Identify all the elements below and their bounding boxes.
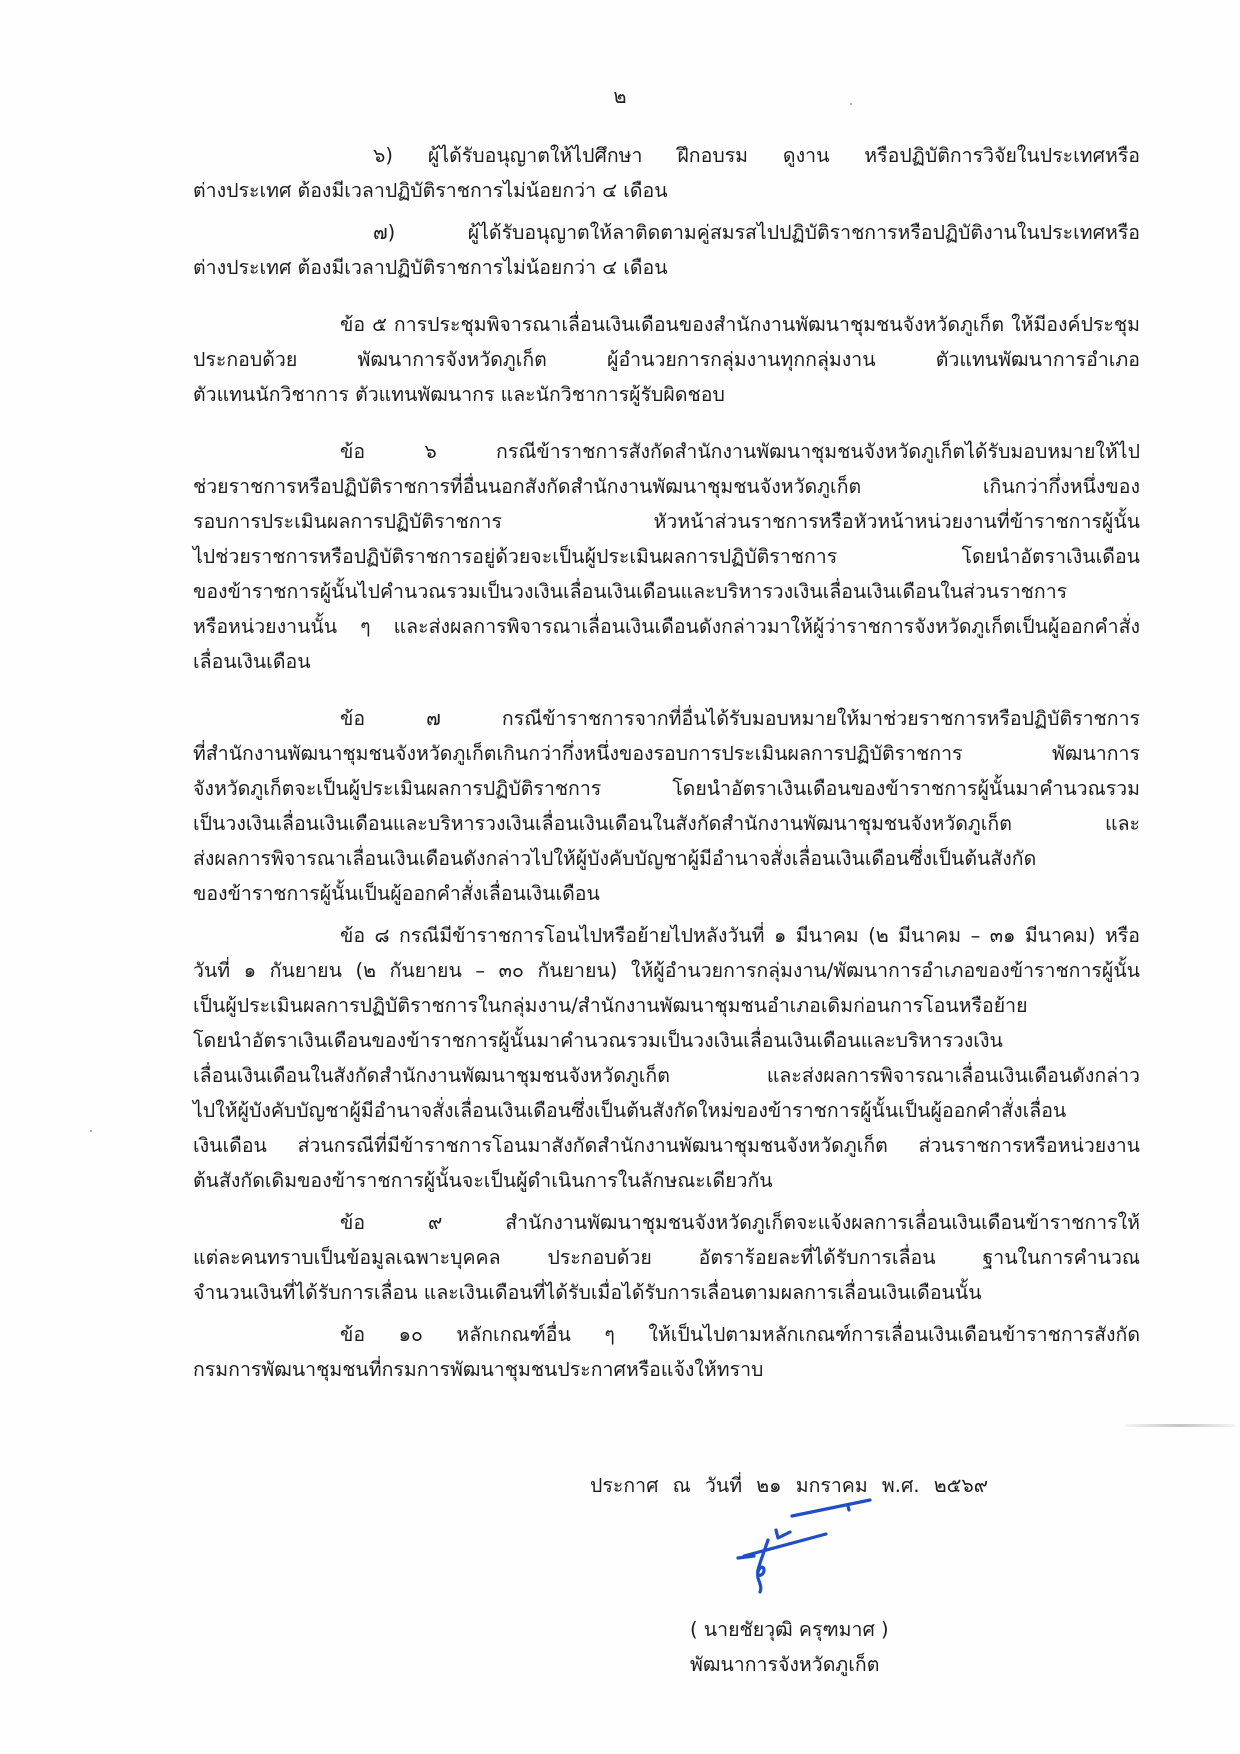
sub-item-7	[193, 215, 1140, 285]
text-line: ข้อ ๘ กรณีมีข้าราชการโอนไปหรือย้ายไปหลังวันที่ ๑ มีนาคม (๒ มีนาคม – ๓๑ มีนาคม) หรือ	[340, 924, 1140, 947]
text-line: ข้อ ๙ สำนักงานพัฒนาชุมชนจังหวัดภูเก็ตจะแจ้งผลการเลื่อนเงินเดือนข้าราชการให้	[340, 1211, 1140, 1234]
text-line: ไปช่วยราชการหรือปฏิบัติราชการอยู่ด้วยจะเป็นผู้ประเมินผลการปฏิบัติราชการ โดยนำอัตราเงินเดือน	[193, 545, 1140, 568]
scan-artifact	[1125, 1424, 1235, 1427]
clause-8	[193, 918, 1140, 1198]
text-line: ข้อ ๗ กรณีข้าราชการจากที่อื่นได้รับมอบหมายให้มาช่วยราชการหรือปฏิบัติราชการ	[340, 707, 1140, 730]
text-line: เป็นวงเงินเลื่อนเงินเดือนและบริหารวงเงินเลื่อนเงินเดือนในสังกัดสำนักงานพัฒนาชุมชนจังหวัดภูเก็ต และ	[193, 812, 1140, 835]
document-body	[193, 138, 1140, 1387]
clause-7	[193, 701, 1140, 911]
page-number: ๒	[613, 84, 627, 108]
signature-icon	[720, 1498, 880, 1598]
text-line: ต้นสังกัดเดิมของข้าราชการผู้นั้นจะเป็นผู้ดำเนินการในลักษณะเดียวกัน	[193, 1169, 773, 1192]
text-line: เลื่อนเงินเดือนในสังกัดสำนักงานพัฒนาชุมชนจังหวัดภูเก็ต และส่งผลการพิจารณาเลื่อนเงินเดือนดังกล่าว	[193, 1064, 1140, 1087]
scan-dot	[90, 1130, 92, 1132]
signer-name: ( นายชัยวุฒิ ครุฑมาศ )	[690, 1618, 889, 1641]
clause-9	[193, 1205, 1140, 1310]
text-line: รอบการประเมินผลการปฏิบัติราชการ หัวหน้าส่วนราชการหรือหัวหน้าหน่วยงานที่ข้าราชการผู้นั้น	[193, 510, 1140, 533]
text-line: กรมการพัฒนาชุมชนที่กรมการพัฒนาชุมชนประกาศหรือแจ้งให้ทราบ	[193, 1358, 764, 1381]
text-line: โดยนำอัตราเงินเดือนของข้าราชการผู้นั้นมาคำนวณรวมเป็นวงเงินเลื่อนเงินเดือนและบริหารวงเงิน	[193, 1029, 1003, 1052]
clause-6	[193, 434, 1140, 679]
text-line: หรือหน่วยงานนั้น ๆ และส่งผลการพิจารณาเลื่อนเงินเดือนดังกล่าวมาให้ผู้ว่าราชการจังหวัดภูเก็ตเป็นผู้ออกคำสั่ง	[193, 615, 1140, 638]
text-line: ๗) ผู้ได้รับอนุญาตให้ลาติดตามคู่สมรสไปปฏิบัติราชการหรือปฏิบัติงานในประเทศหรือ	[373, 221, 1140, 244]
text-line: ไปให้ผู้บังคับบัญชาผู้มีอำนาจสั่งเลื่อนเงินเดือนซึ่งเป็นต้นสังกัดใหม่ของข้าราชการผู้นั้นเป็นผู้ออกคำสั่งเลื่อน	[193, 1099, 1067, 1122]
text-line: ๖) ผู้ได้รับอนุญาตให้ไปศึกษา ฝึกอบรม ดูงาน หรือปฏิบัติการวิจัยในประเทศหรือ	[373, 144, 1140, 167]
text-line: ที่สำนักงานพัฒนาชุมชนจังหวัดภูเก็ตเกินกว่ากึ่งหนึ่งของรอบการประเมินผลการปฏิบัติราชการ พัฒนาการ	[193, 742, 1140, 765]
text-line: เลื่อนเงินเดือน	[193, 650, 311, 673]
text-line: ตัวแทนนักวิชาการ ตัวแทนพัฒนากร และนักวิชาการผู้รับผิดชอบ	[193, 383, 725, 406]
text-line: ข้อ ๑๐ หลักเกณฑ์อื่น ๆ ให้เป็นไปตามหลักเกณฑ์การเลื่อนเงินเดือนข้าราชการสังกัด	[340, 1323, 1140, 1346]
scan-dot	[850, 103, 852, 105]
clause-5	[193, 307, 1140, 412]
sub-item-6	[193, 138, 1140, 208]
text-line: ช่วยราชการหรือปฏิบัติราชการที่อื่นนอกสังกัดสำนักงานพัฒนาชุมชนจังหวัดภูเก็ต เกินกว่ากึ่งหนึ่งของ	[193, 475, 1140, 498]
signer-title: พัฒนาการจังหวัดภูเก็ต	[690, 1653, 880, 1676]
announcement-date: ประกาศ ณ วันที่ ๒๑ มกราคม พ.ศ. ๒๕๖๙	[590, 1474, 988, 1497]
text-line: เงินเดือน ส่วนกรณีที่มีข้าราชการโอนมาสังกัดสำนักงานพัฒนาชุมชนจังหวัดภูเก็ต ส่วนราชการหรือหน่วยงาน	[193, 1134, 1140, 1157]
text-line: ของข้าราชการผู้นั้นไปคำนวณรวมเป็นวงเงินเลื่อนเงินเดือนและบริหารวงเงินเลื่อนเงินเดือนในส่วนราชการ	[193, 580, 1068, 603]
text-line: ข้อ ๕ การประชุมพิจารณาเลื่อนเงินเดือนของสำนักงานพัฒนาชุมชนจังหวัดภูเก็ต ให้มีองค์ประชุม	[340, 313, 1140, 336]
text-line: วันที่ ๑ กันยายน (๒ กันยายน – ๓๐ กันยายน) ให้ผู้อำนวยการกลุ่มงาน/พัฒนาการอำเภอของข้าราชการผู้นั้น	[193, 959, 1140, 982]
text-line: ต่างประเทศ ต้องมีเวลาปฏิบัติราชการไม่น้อยกว่า ๔ เดือน	[193, 256, 668, 279]
text-line: ของข้าราชการผู้นั้นเป็นผู้ออกคำสั่งเลื่อนเงินเดือน	[193, 882, 600, 905]
text-line: จำนวนเงินที่ได้รับการเลื่อน และเงินเดือนที่ได้รับเมื่อได้รับการเลื่อนตามผลการเลื่อนเงินเดือนนั้น	[193, 1281, 982, 1304]
text-line: ส่งผลการพิจารณาเลื่อนเงินเดือนดังกล่าวไปให้ผู้บังคับบัญชาผู้มีอำนาจสั่งเลื่อนเงินเดือนซึ่งเป็นต้นสังกัด	[193, 847, 1037, 870]
text-line: เป็นผู้ประเมินผลการปฏิบัติราชการในกลุ่มงาน/สำนักงานพัฒนาชุมชนอำเภอเดิมก่อนการโอนหรือย้าย	[193, 994, 1028, 1017]
text-line: ข้อ ๖ กรณีข้าราชการสังกัดสำนักงานพัฒนาชุมชนจังหวัดภูเก็ตได้รับมอบหมายให้ไป	[340, 440, 1140, 463]
text-line: ประกอบด้วย พัฒนาการจังหวัดภูเก็ต ผู้อำนวยการกลุ่มงานทุกกลุ่มงาน ตัวแทนพัฒนาการอำเภอ	[193, 348, 1140, 371]
text-line: แต่ละคนทราบเป็นข้อมูลเฉพาะบุคคล ประกอบด้วย อัตราร้อยละที่ได้รับการเลื่อน ฐานในการคำนวณ	[193, 1246, 1140, 1269]
text-line: จังหวัดภูเก็ตจะเป็นผู้ประเมินผลการปฏิบัติราชการ โดยนำอัตราเงินเดือนของข้าราชการผู้นั้นมาคำนวณรวม	[193, 777, 1140, 800]
clause-10	[193, 1317, 1140, 1387]
text-line: ต่างประเทศ ต้องมีเวลาปฏิบัติราชการไม่น้อยกว่า ๔ เดือน	[193, 179, 668, 202]
